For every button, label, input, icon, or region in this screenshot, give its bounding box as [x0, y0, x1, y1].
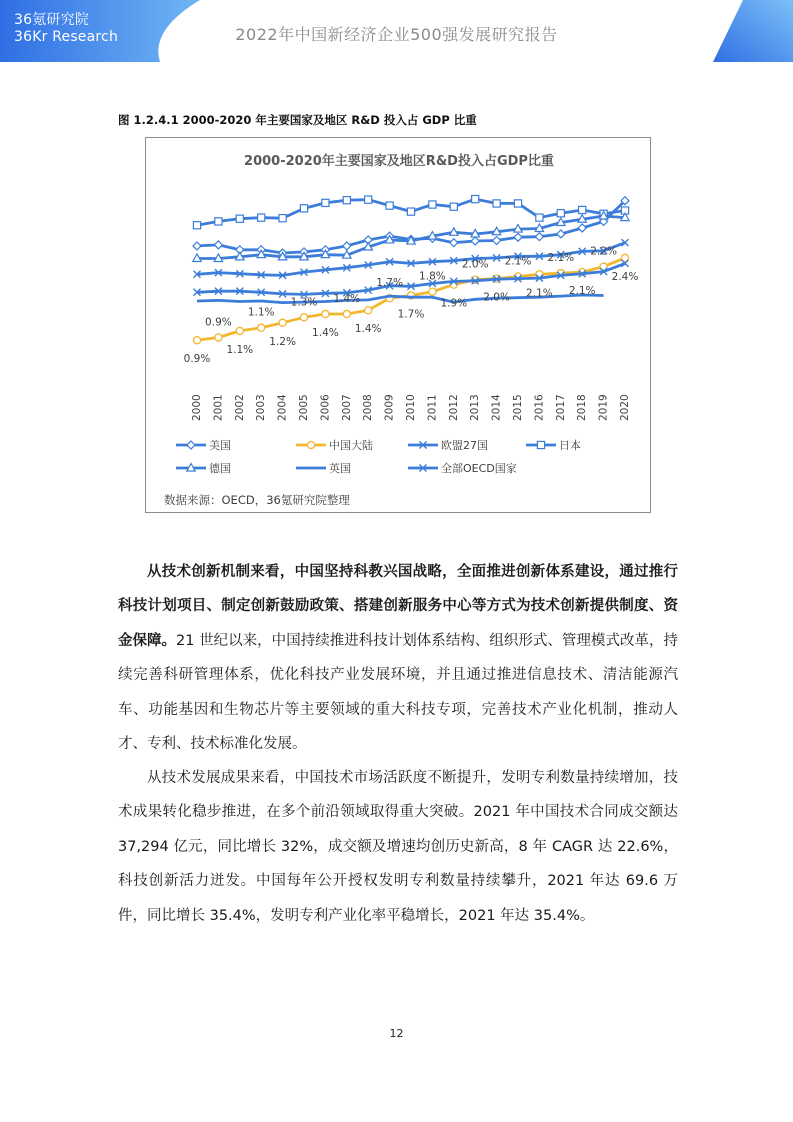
series-3-point: [300, 205, 307, 212]
x-tick-label: 2017: [554, 394, 567, 421]
data-label: 1.7%: [376, 277, 403, 290]
series-3-point: [236, 215, 243, 222]
x-tick-label: 2007: [340, 394, 353, 421]
x-tick-label: 2013: [469, 394, 482, 421]
x-tick-label: 2011: [426, 394, 439, 421]
logo-text-en: 36Kr Research: [14, 29, 119, 45]
series-3-point: [322, 199, 329, 206]
series-3-point: [407, 208, 414, 215]
legend-label: 美国: [209, 439, 231, 452]
series-0-point: [471, 237, 479, 245]
series-1-point: [322, 310, 329, 317]
x-tick-label: 2014: [490, 394, 503, 421]
data-label: 1.7%: [397, 308, 425, 321]
data-label: 2.1%: [568, 285, 596, 298]
source-note: 数据来源：OECD，36氪研究院整理: [164, 493, 350, 507]
series-0-point: [578, 224, 586, 232]
series-0-point: [535, 233, 543, 241]
series-3-point: [215, 218, 222, 225]
series-1-point: [236, 327, 243, 334]
legend-label: 中国大陆: [329, 439, 373, 452]
series-0-point: [193, 242, 201, 250]
legend-1-point: [307, 441, 314, 448]
data-label: 1.3%: [290, 296, 318, 309]
series-3-point: [193, 222, 200, 229]
data-label: 1.4%: [354, 323, 382, 336]
data-label: 0.9%: [183, 353, 211, 366]
x-tick-label: 2003: [255, 394, 268, 421]
x-tick-label: 2000: [191, 394, 203, 421]
paragraph-1: [118, 555, 678, 761]
figure-caption: 图 1.2.4.1 2000-2020 年主要国家及地区 R&D 投入占 GDP 比重: [118, 113, 477, 127]
series-0-point: [514, 233, 522, 241]
data-label: 1.9%: [440, 297, 468, 310]
series-3-point: [514, 200, 521, 207]
paragraph-1-body: 21 世纪以来，中国持续推进科技计划体系结构、组织形式、管理模式改革，持续完善科研管理体系，优化科技产业发展环境，并且通过推进信息技术、清洁能源汽车、功能基因和生物芯片等主要领域的重大科技专项，完善技术产业化机制，推动人才、专利、技术标准化发展。: [118, 632, 678, 753]
series-3-point: [258, 214, 265, 221]
x-tick-label: 2020: [619, 394, 631, 421]
legend-3-point: [537, 441, 544, 448]
series-3-point: [557, 210, 564, 217]
series-3-point: [343, 197, 350, 204]
chart-container: [145, 137, 651, 513]
data-label: 2.1%: [504, 255, 532, 268]
x-tick-label: 2002: [233, 394, 246, 421]
logo-text-cn: 36氪研究院: [14, 12, 90, 28]
data-label: 2.0%: [483, 291, 510, 304]
chart-title: 2000-2020年主要国家及地区R&D投入占GDP比重: [244, 154, 554, 169]
x-tick-label: 2004: [276, 394, 289, 421]
x-tick-label: 2005: [298, 394, 310, 421]
data-label: 1.2%: [269, 335, 296, 348]
data-label: 2.0%: [461, 258, 489, 271]
x-tick-label: 2006: [319, 394, 332, 421]
series-0-point: [557, 230, 565, 238]
paragraph-1-lead: 从技术创新机制来看，中国坚持科教兴国战略，全面推进创新体系建设，通过推行科技计划项目、制定创新鼓励政策、搭建创新服务中心等方式为技术创新提供制度、资金保障。: [118, 564, 678, 649]
series-3-point: [365, 196, 372, 203]
legend-0-point: [187, 441, 195, 449]
data-label: 2.1%: [547, 252, 575, 265]
data-label: 1.4%: [312, 327, 339, 340]
series-0-point: [343, 242, 351, 250]
data-label: 1.1%: [247, 306, 275, 319]
series-1-point: [279, 319, 286, 326]
data-label: 0.9%: [205, 316, 232, 329]
series-3-point: [279, 215, 286, 222]
series-3-point: [536, 214, 543, 221]
series-2-line: [197, 263, 625, 294]
series-0-point: [450, 239, 458, 247]
data-label: 2.2%: [590, 245, 617, 258]
series-3-point: [493, 200, 500, 207]
series-1-point: [365, 307, 372, 314]
data-label: 2.4%: [611, 270, 639, 283]
legend-label: 欧盟27国: [441, 439, 488, 452]
legend-label: 德国: [209, 462, 231, 475]
legend-label: 日本: [559, 439, 581, 452]
x-tick-label: 2015: [512, 394, 524, 421]
series-3-point: [386, 202, 393, 209]
paragraph-2: 从技术发展成果来看，中国技术市场活跃度不断提升，发明专利数量持续增加，技术成果转化稳步推进，在多个前沿领域取得重大突破。2021 年中国技术合同成交额达 37,294 亿元，同比增长 32%，成交额及增速均创历史新高，8 年 CAGR 达 22.6%，科技创新活力迸发。中国每年公开授权发明专利数量持续攀升，2021 年达 69.6 万件，同比增长 35.4%，发明专利产业化率平稳增长，2021 年达 35.4%。: [118, 770, 678, 924]
series-0-point: [214, 241, 222, 249]
series-1-point: [429, 288, 436, 295]
series-3-point: [429, 201, 436, 208]
series-1-point: [343, 310, 350, 317]
x-tick-label: 2001: [212, 394, 225, 421]
page-number: 12: [389, 1027, 404, 1040]
x-tick-label: 2019: [597, 394, 610, 421]
line-chart: [146, 138, 652, 514]
x-tick-label: 2018: [576, 394, 589, 421]
x-tick-label: 2008: [362, 394, 375, 421]
data-label: 1.8%: [419, 270, 446, 283]
series-3-point: [579, 206, 586, 213]
data-label: 2.1%: [526, 287, 553, 300]
data-label: 1.1%: [226, 343, 254, 356]
legend-label: 英国: [329, 462, 351, 475]
series-1-point: [300, 314, 307, 321]
report-title: 2022年中国新经济企业500强发展研究报告: [235, 25, 558, 44]
legend-label: 全部OECD国家: [441, 462, 517, 475]
series-1-point: [193, 337, 200, 344]
series-3-point: [450, 203, 457, 210]
series-1-point: [258, 324, 265, 331]
series-3-point: [472, 195, 479, 202]
x-tick-label: 2012: [447, 394, 460, 421]
x-tick-label: 2016: [533, 394, 546, 421]
series-1-point: [215, 334, 222, 341]
series-0-point: [493, 236, 501, 244]
x-tick-label: 2009: [383, 394, 396, 421]
data-label: 1.4%: [333, 293, 361, 306]
x-tick-label: 2010: [405, 394, 417, 421]
